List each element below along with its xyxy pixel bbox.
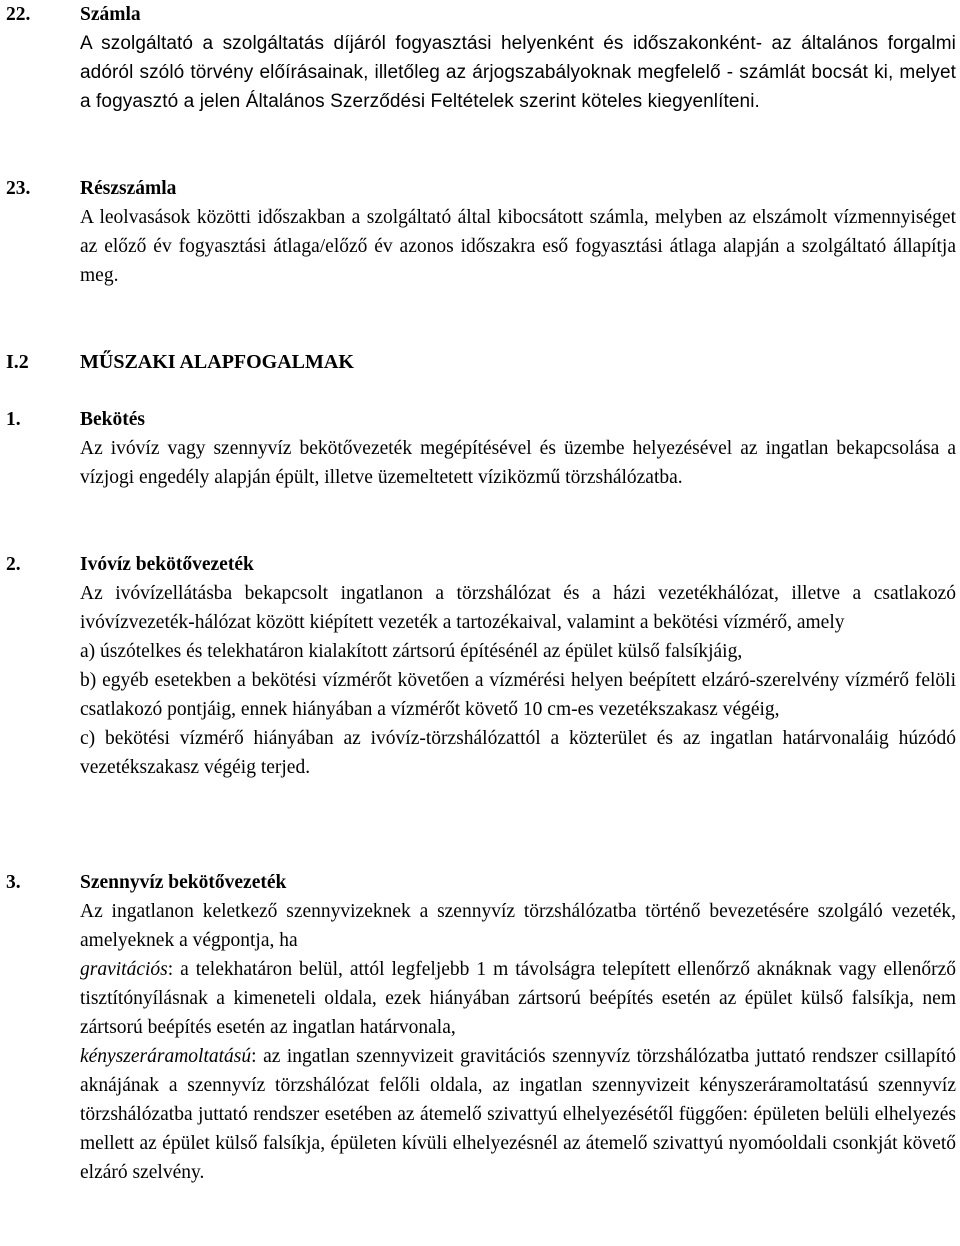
section-body [80,434,956,492]
gravity-definition [80,955,956,1042]
section-title: Szennyvíz bekötővezeték [80,872,287,893]
chapter-number: I.2 [6,351,29,373]
section-2 [6,550,956,782]
gravity-text: a telekhatáron belül, attól legfeljebb 1 m távolságra telepített ellenőrző aknáknak vagy ellenőrző tisztítónyílásnak a kimeneteli oldala, ezek hiányában zártsorú beépítés esetén az épület külső falsíkja, nem zártsorú beépítés esetén az ingatlan határvonala, [80,959,956,1038]
section-body [80,897,956,1187]
section-body [80,203,956,290]
section-title: Részszámla [80,178,177,199]
forced-definition [80,1042,956,1187]
list-item-a: a) úszótelkes és telekhatáron kialakított zártsorú építésénél az épület külső falsíkjáig, [80,641,743,662]
section-number: 22. [6,4,31,25]
section-body [80,29,956,116]
paragraph: A szolgáltató a szolgáltatás díjáról fogyasztási helyenként és időszakonként- az általános forgalmi adóról szóló törvény előírásainak, illetőleg az árjogszabályoknak megfelelő - számlát bocsát ki, melyet a fogyasztó a jelen Általános Szerződési Feltételek szerint köteles kiegyenlíteni. [80,33,956,112]
section-23 [6,174,956,290]
section-number: 23. [6,178,31,199]
paragraph: Az ingatlanon keletkező szennyvizeknek a szennyvíz törzshálózatba történő bevezetésére szolgáló vezeték, amelyeknek a végpontja, ha [80,901,956,951]
chapter-title: MŰSZAKI ALAPFOGALMAK [80,351,354,373]
section-number: 2. [6,554,21,575]
section-number: 1. [6,409,21,430]
term-forced: kényszeráramoltatású [80,1046,252,1067]
section-22 [6,0,956,116]
list-item-b: b) egyéb esetekben a bekötési vízmérőt követően a vízmérési helyen beépített elzáró-szerelvény vízmérő felöli csatlakozó pontjáig, ennek hiányában a vízmérőt követő 10 cm-es vezetékszakasz végéig, [80,670,956,720]
section-number: 3. [6,872,21,893]
term-gravity: gravitációs [80,959,168,980]
term-separator: : [251,1046,264,1067]
section-title: Számla [80,4,141,25]
term-separator: : [167,959,181,980]
section-title: Ivóvíz bekötővezeték [80,554,254,575]
section-title: Bekötés [80,409,145,430]
forced-text: az ingatlan szennyvizeit gravitációs szennyvíz törzshálózatba juttató rendszer csillapító aknájának a szennyvíz törzshálózat felőli oldala, az ingatlan szennyvizeit kényszeráramoltatású szennyvíz törzshálózatba juttató rendszer esetében az átemelő szivattyú elhelyezésétől függően: épületen belüli elhelyezés mellett az épület külső falsíkja, épületen kívüli elhelyezésnél az átemelő szivattyú nyomóoldali csonkját követő elzáró szelvény. [80,1046,956,1183]
paragraph: Az ivóvízellátásba bekapcsolt ingatlanon a törzshálózat és a házi vezetékhálózat, illetve a csatlakozó ivóvízvezeték-hálózat között kiépített vezeték a tartozékaival, valamint a bekötési vízmérő, amely [80,583,956,633]
chapter-heading [6,348,956,377]
paragraph: Az ivóvíz vagy szennyvíz bekötővezeték megépítésével és üzembe helyezésével az ingatlan bekapcsolása a vízjogi engedély alapján épült, illetve üzemeltetett víziközmű törzshálózatba. [80,438,956,488]
section-body [80,579,956,782]
section-3 [6,868,956,1187]
paragraph: A leolvasások közötti időszakban a szolgáltató által kibocsátott számla, melyben az elszámolt vízmennyiséget az előző év fogyasztási átlaga/előző év azonos időszakra eső fogyasztási átlaga alapján a szolgáltató állapítja meg. [80,207,956,286]
section-1 [6,405,956,492]
list-item-c: c) bekötési vízmérő hiányában az ivóvíz-törzshálózattól a közterület és az ingatlan határvonaláig húzódó vezetékszakasz végéig terjed. [80,728,956,778]
